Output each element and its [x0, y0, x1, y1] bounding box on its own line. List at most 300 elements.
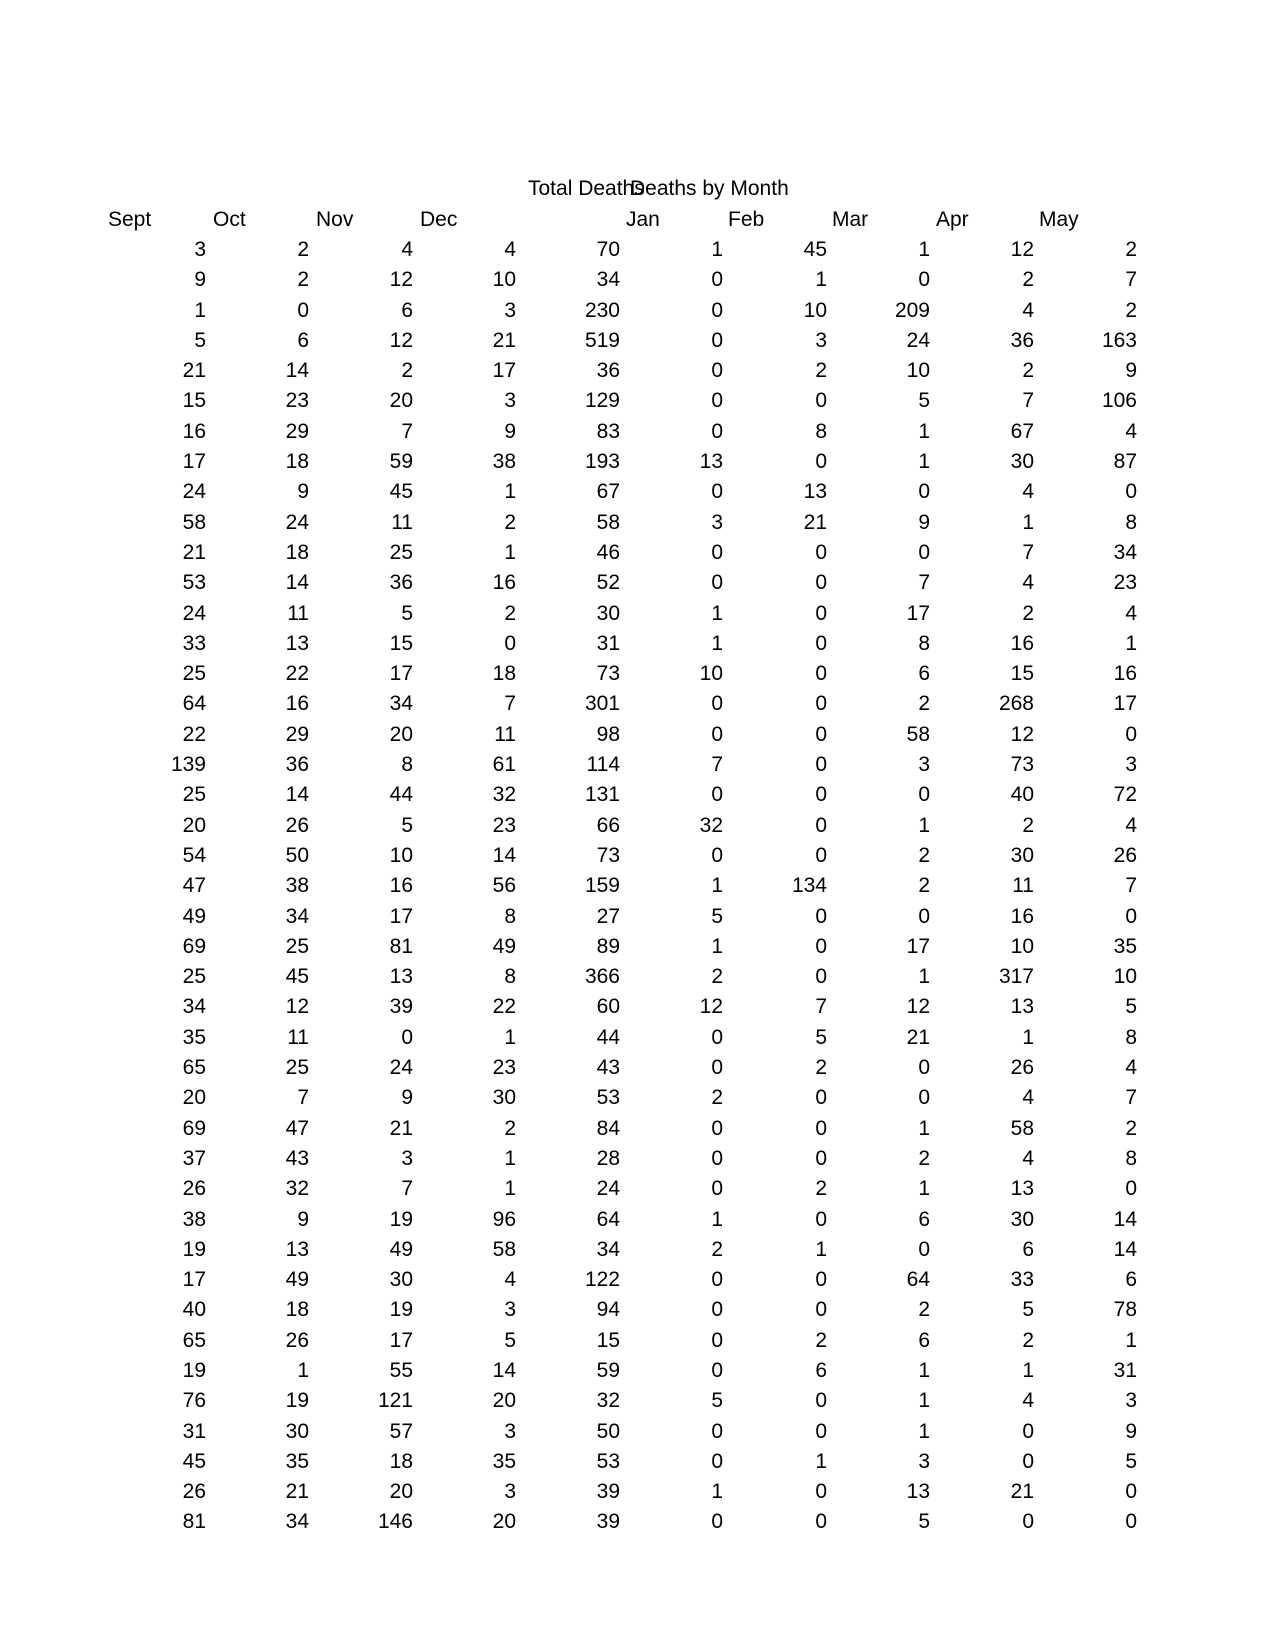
table-cell: 17	[906, 601, 930, 625]
table-cell: 25	[389, 540, 413, 564]
table-cell: 0	[711, 722, 723, 746]
table-row	[0, 508, 1275, 538]
table-cell: 1	[918, 450, 930, 474]
table-cell: 4	[1022, 571, 1034, 595]
table-cell: 23	[492, 1056, 516, 1080]
title-deaths-by-month: Deaths by Month	[630, 177, 789, 200]
table-cell: 10	[803, 298, 827, 322]
table-cell: 7	[297, 1086, 309, 1110]
table-cell: 121	[377, 1389, 413, 1413]
table-cell: 23	[285, 389, 309, 413]
table-row	[0, 780, 1275, 810]
table-cell: 0	[815, 1480, 827, 1504]
table-cell: 1	[918, 238, 930, 261]
table-cell: 24	[182, 601, 206, 625]
table-cell: 0	[815, 1419, 827, 1443]
table-cell: 3	[1125, 1389, 1137, 1413]
table-cell: 20	[492, 1389, 516, 1413]
table-cell: 18	[285, 450, 309, 474]
table-cell: 5	[1022, 1298, 1034, 1322]
table-cell: 2	[1022, 268, 1034, 292]
table-cell: 0	[504, 631, 516, 655]
table-cell: 0	[815, 450, 827, 474]
table-cell: 13	[699, 450, 723, 474]
table-cell: 8	[504, 904, 516, 928]
table-row	[0, 1417, 1275, 1447]
table-cell: 58	[1010, 1116, 1034, 1140]
table-cell: 4	[1125, 1056, 1137, 1080]
table-cell: 14	[492, 843, 516, 867]
table-cell: 30	[1010, 843, 1034, 867]
table-cell: 2	[297, 238, 309, 261]
table-cell: 36	[389, 571, 413, 595]
table-cell: 55	[389, 1358, 413, 1382]
table-cell: 17	[389, 1328, 413, 1352]
table-cell: 0	[711, 1177, 723, 1201]
table-cell: 24	[906, 328, 930, 352]
table-cell: 0	[711, 268, 723, 292]
header-feb: Feb	[728, 208, 765, 231]
table-cell: 0	[918, 268, 930, 292]
table-cell: 1	[297, 1358, 309, 1382]
table-cell: 23	[1113, 571, 1137, 595]
table-cell: 13	[1010, 995, 1034, 1019]
table-cell: 12	[1010, 238, 1034, 261]
table-cell: 2	[1125, 1116, 1137, 1140]
table-cell: 193	[584, 450, 620, 474]
table-cell: 47	[182, 874, 206, 898]
table-cell: 31	[596, 631, 620, 655]
table-cell: 13	[1010, 1177, 1034, 1201]
table-cell: 2	[711, 1086, 723, 1110]
table-row	[0, 1326, 1275, 1356]
table-row	[0, 1023, 1275, 1053]
table-cell: 58	[596, 510, 620, 534]
table-cell: 12	[906, 995, 930, 1019]
table-cell: 0	[815, 631, 827, 655]
table-row	[0, 1144, 1275, 1174]
table-cell: 366	[584, 965, 620, 989]
table-cell: 58	[182, 510, 206, 534]
table-cell: 0	[1125, 1480, 1137, 1504]
table-cell: 9	[1125, 1419, 1137, 1443]
table-cell: 159	[584, 874, 620, 898]
table-cell: 15	[389, 631, 413, 655]
table-cell: 30	[596, 601, 620, 625]
table-cell: 6	[401, 298, 413, 322]
table-cell: 12	[1010, 722, 1034, 746]
table-cell: 1	[711, 601, 723, 625]
table-cell: 20	[182, 813, 206, 837]
table-cell: 26	[1010, 1056, 1034, 1080]
table-cell: 7	[1125, 268, 1137, 292]
table-cell: 2	[1022, 359, 1034, 383]
table-cell: 17	[182, 450, 206, 474]
table-cell: 209	[894, 298, 930, 322]
table-cell: 139	[170, 753, 206, 777]
table-cell: 0	[918, 783, 930, 807]
table-cell: 6	[918, 1207, 930, 1231]
table-cell: 13	[285, 1237, 309, 1261]
table-cell: 38	[182, 1207, 206, 1231]
table-cell: 34	[596, 268, 620, 292]
table-cell: 39	[389, 995, 413, 1019]
table-row	[0, 1265, 1275, 1295]
table-row	[0, 1477, 1275, 1507]
table-cell: 0	[1125, 1177, 1137, 1201]
table-cell: 3	[194, 238, 206, 261]
table-cell: 26	[285, 813, 309, 837]
table-cell: 2	[815, 1177, 827, 1201]
table-cell: 9	[194, 268, 206, 292]
table-cell: 1	[1022, 510, 1034, 534]
table-row	[0, 1386, 1275, 1416]
table-cell: 57	[389, 1419, 413, 1443]
header-oct: Oct	[213, 208, 246, 231]
table-cell: 4	[1022, 480, 1034, 504]
table-cell: 2	[1125, 298, 1137, 322]
table-cell: 114	[586, 753, 620, 777]
table-cell: 21	[389, 1116, 413, 1140]
table-cell: 2	[815, 359, 827, 383]
table-cell: 1	[711, 1207, 723, 1231]
table-cell: 53	[596, 1449, 620, 1473]
table-cell: 1	[194, 298, 206, 322]
table-cell: 1	[918, 1419, 930, 1443]
table-cell: 0	[815, 571, 827, 595]
table-cell: 3	[918, 1449, 930, 1473]
month-header-row	[0, 206, 1275, 234]
table-cell: 43	[596, 1056, 620, 1080]
table-cell: 49	[492, 934, 516, 958]
table-cell: 14	[285, 783, 309, 807]
table-cell: 58	[906, 722, 930, 746]
table-cell: 4	[1125, 601, 1137, 625]
table-cell: 69	[182, 934, 206, 958]
table-cell: 6	[1022, 1237, 1034, 1261]
table-cell: 0	[711, 1056, 723, 1080]
table-cell: 301	[584, 692, 620, 716]
table-cell: 0	[711, 1268, 723, 1292]
table-cell: 0	[815, 601, 827, 625]
table-row	[0, 386, 1275, 416]
table-cell: 43	[285, 1146, 309, 1170]
table-cell: 25	[182, 662, 206, 686]
table-row	[0, 932, 1275, 962]
table-cell: 14	[492, 1358, 516, 1382]
table-cell: 11	[1012, 874, 1034, 898]
table-cell: 3	[504, 389, 516, 413]
table-cell: 0	[815, 1268, 827, 1292]
table-cell: 9	[504, 419, 516, 443]
table-cell: 20	[389, 389, 413, 413]
table-cell: 1	[815, 268, 827, 292]
table-cell: 8	[1125, 1025, 1137, 1049]
table-cell: 0	[711, 571, 723, 595]
table-cell: 14	[285, 571, 309, 595]
table-cell: 94	[596, 1298, 620, 1322]
table-cell: 31	[1113, 1358, 1137, 1382]
table-cell: 64	[596, 1207, 620, 1231]
table-cell: 0	[815, 753, 827, 777]
table-cell: 1	[1125, 1328, 1137, 1352]
table-cell: 5	[1125, 1449, 1137, 1473]
table-cell: 0	[918, 1056, 930, 1080]
table-cell: 45	[182, 1449, 206, 1473]
header-may: May	[1039, 208, 1079, 231]
table-cell: 29	[285, 722, 309, 746]
table-cell: 1	[504, 540, 516, 564]
table-cell: 0	[815, 965, 827, 989]
table-cell: 49	[285, 1268, 309, 1292]
table-cell: 0	[711, 1358, 723, 1382]
table-cell: 2	[711, 965, 723, 989]
table-cell: 12	[285, 995, 309, 1019]
table-cell: 5	[401, 601, 413, 625]
table-cell: 0	[918, 540, 930, 564]
table-row	[0, 1507, 1275, 1537]
table-cell: 7	[504, 692, 516, 716]
table-cell: 49	[182, 904, 206, 928]
table-row	[0, 235, 1275, 265]
table-cell: 0	[918, 904, 930, 928]
table-cell: 9	[297, 1207, 309, 1231]
table-cell: 45	[803, 238, 827, 261]
table-row	[0, 477, 1275, 507]
table-cell: 20	[182, 1086, 206, 1110]
table-cell: 0	[815, 1207, 827, 1231]
table-cell: 53	[182, 571, 206, 595]
table-cell: 7	[815, 995, 827, 1019]
table-cell: 9	[401, 1086, 413, 1110]
table-cell: 17	[1113, 692, 1137, 716]
table-cell: 35	[182, 1025, 206, 1049]
table-cell: 0	[1125, 904, 1137, 928]
table-cell: 60	[596, 995, 620, 1019]
table-cell: 21	[182, 540, 206, 564]
table-cell: 131	[584, 783, 620, 807]
table-cell: 20	[389, 1480, 413, 1504]
table-row	[0, 871, 1275, 901]
table-cell: 47	[285, 1116, 309, 1140]
table-cell: 0	[815, 843, 827, 867]
table-cell: 4	[401, 238, 413, 261]
table-cell: 89	[596, 934, 620, 958]
table-cell: 18	[285, 1298, 309, 1322]
table-cell: 9	[1125, 359, 1137, 383]
table-cell: 18	[389, 1449, 413, 1473]
table-cell: 0	[815, 1086, 827, 1110]
table-cell: 21	[906, 1025, 930, 1049]
table-cell: 44	[596, 1025, 620, 1049]
header-mar: Mar	[832, 208, 869, 231]
table-cell: 16	[1010, 631, 1034, 655]
table-cell: 50	[596, 1419, 620, 1443]
table-row	[0, 417, 1275, 447]
table-cell: 70	[596, 238, 620, 261]
table-cell: 21	[285, 1480, 309, 1504]
table-cell: 21	[803, 510, 827, 534]
table-cell: 20	[492, 1510, 516, 1534]
table-cell: 106	[1101, 389, 1137, 413]
table-cell: 34	[285, 1510, 309, 1534]
table-cell: 4	[1022, 1389, 1034, 1413]
table-cell: 4	[504, 1268, 516, 1292]
table-cell: 0	[815, 1146, 827, 1170]
table-row	[0, 296, 1275, 326]
table-cell: 34	[389, 692, 413, 716]
table-cell: 1	[815, 1237, 827, 1261]
table-cell: 0	[815, 389, 827, 413]
table-cell: 15	[182, 389, 206, 413]
table-cell: 18	[492, 662, 516, 686]
table-row	[0, 629, 1275, 659]
table-cell: 0	[918, 480, 930, 504]
table-cell: 146	[377, 1510, 413, 1534]
table-cell: 10	[699, 662, 723, 686]
table-cell: 0	[815, 783, 827, 807]
table-cell: 56	[492, 874, 516, 898]
table-cell: 0	[711, 1025, 723, 1049]
table-cell: 2	[918, 1298, 930, 1322]
table-cell: 5	[401, 813, 413, 837]
table-cell: 0	[711, 1328, 723, 1352]
table-cell: 129	[584, 389, 620, 413]
table-cell: 32	[492, 783, 516, 807]
table-cell: 0	[711, 1146, 723, 1170]
table-cell: 2	[815, 1328, 827, 1352]
table-row	[0, 1053, 1275, 1083]
table-cell: 37	[182, 1146, 206, 1170]
table-cell: 8	[918, 631, 930, 655]
table-cell: 26	[182, 1480, 206, 1504]
table-cell: 19	[389, 1298, 413, 1322]
table-cell: 0	[815, 1116, 827, 1140]
header-nov: Nov	[316, 208, 354, 231]
table-cell: 96	[492, 1207, 516, 1231]
table-cell: 0	[711, 540, 723, 564]
table-row	[0, 1295, 1275, 1325]
table-cell: 32	[699, 813, 723, 837]
table-cell: 31	[182, 1419, 206, 1443]
table-cell: 1	[711, 874, 723, 898]
table-cell: 14	[285, 359, 309, 383]
table-cell: 5	[711, 904, 723, 928]
table-cell: 39	[596, 1510, 620, 1534]
table-cell: 45	[389, 480, 413, 504]
table-cell: 6	[815, 1358, 827, 1382]
table-cell: 0	[1125, 722, 1137, 746]
table-row	[0, 538, 1275, 568]
table-cell: 7	[401, 419, 413, 443]
table-row	[0, 659, 1275, 689]
table-cell: 16	[182, 419, 206, 443]
table-cell: 0	[815, 540, 827, 564]
table-cell: 24	[182, 480, 206, 504]
table-cell: 45	[285, 965, 309, 989]
table-cell: 3	[504, 1298, 516, 1322]
table-cell: 30	[285, 1419, 309, 1443]
table-cell: 9	[918, 510, 930, 534]
table-cell: 16	[1010, 904, 1034, 928]
table-cell: 1	[1022, 1025, 1034, 1049]
table-cell: 22	[182, 722, 206, 746]
table-cell: 8	[815, 419, 827, 443]
table-cell: 17	[389, 904, 413, 928]
table-cell: 2	[1022, 813, 1034, 837]
table-cell: 28	[596, 1146, 620, 1170]
table-row	[0, 1356, 1275, 1386]
table-cell: 0	[711, 1298, 723, 1322]
table-cell: 61	[492, 753, 516, 777]
table-row	[0, 841, 1275, 871]
table-cell: 0	[1125, 480, 1137, 504]
table-cell: 21	[492, 328, 516, 352]
table-cell: 20	[389, 722, 413, 746]
table-cell: 36	[285, 753, 309, 777]
table-cell: 73	[1010, 753, 1034, 777]
table-cell: 2	[815, 1056, 827, 1080]
table-cell: 7	[711, 753, 723, 777]
table-cell: 26	[1113, 843, 1137, 867]
table-cell: 38	[285, 874, 309, 898]
table-cell: 35	[492, 1449, 516, 1473]
table-cell: 0	[1022, 1510, 1034, 1534]
table-cell: 10	[1010, 934, 1034, 958]
table-cell: 17	[389, 662, 413, 686]
table-cell: 27	[596, 904, 620, 928]
table-cell: 8	[1125, 1146, 1137, 1170]
table-cell: 0	[711, 419, 723, 443]
table-cell: 26	[182, 1177, 206, 1201]
table-cell: 3	[918, 753, 930, 777]
table-cell: 8	[1125, 510, 1137, 534]
table-cell: 5	[1125, 995, 1137, 1019]
table-row	[0, 356, 1275, 386]
table-cell: 0	[815, 1389, 827, 1413]
table-cell: 1	[918, 965, 930, 989]
table-cell: 30	[492, 1086, 516, 1110]
table-cell: 14	[1113, 1207, 1137, 1231]
table-cell: 11	[494, 722, 516, 746]
table-cell: 25	[182, 783, 206, 807]
table-cell: 7	[918, 571, 930, 595]
table-row	[0, 902, 1275, 932]
table-cell: 81	[389, 934, 413, 958]
table-cell: 17	[182, 1268, 206, 1292]
table-cell: 134	[791, 874, 827, 898]
table-cell: 59	[596, 1358, 620, 1382]
table-cell: 13	[803, 480, 827, 504]
table-cell: 11	[287, 1025, 309, 1049]
table-cell: 122	[584, 1268, 620, 1292]
table-cell: 0	[711, 328, 723, 352]
table-cell: 0	[1022, 1449, 1034, 1473]
table-cell: 2	[1022, 1328, 1034, 1352]
table-cell: 10	[492, 268, 516, 292]
table-cell: 3	[504, 298, 516, 322]
table-cell: 7	[1022, 389, 1034, 413]
table-cell: 10	[1113, 965, 1137, 989]
table-cell: 38	[492, 450, 516, 474]
table-cell: 58	[492, 1237, 516, 1261]
table-cell: 49	[389, 1237, 413, 1261]
table-cell: 73	[596, 843, 620, 867]
table-cell: 26	[285, 1328, 309, 1352]
table-cell: 12	[699, 995, 723, 1019]
table-cell: 4	[1022, 1146, 1034, 1170]
table-cell: 2	[504, 510, 516, 534]
